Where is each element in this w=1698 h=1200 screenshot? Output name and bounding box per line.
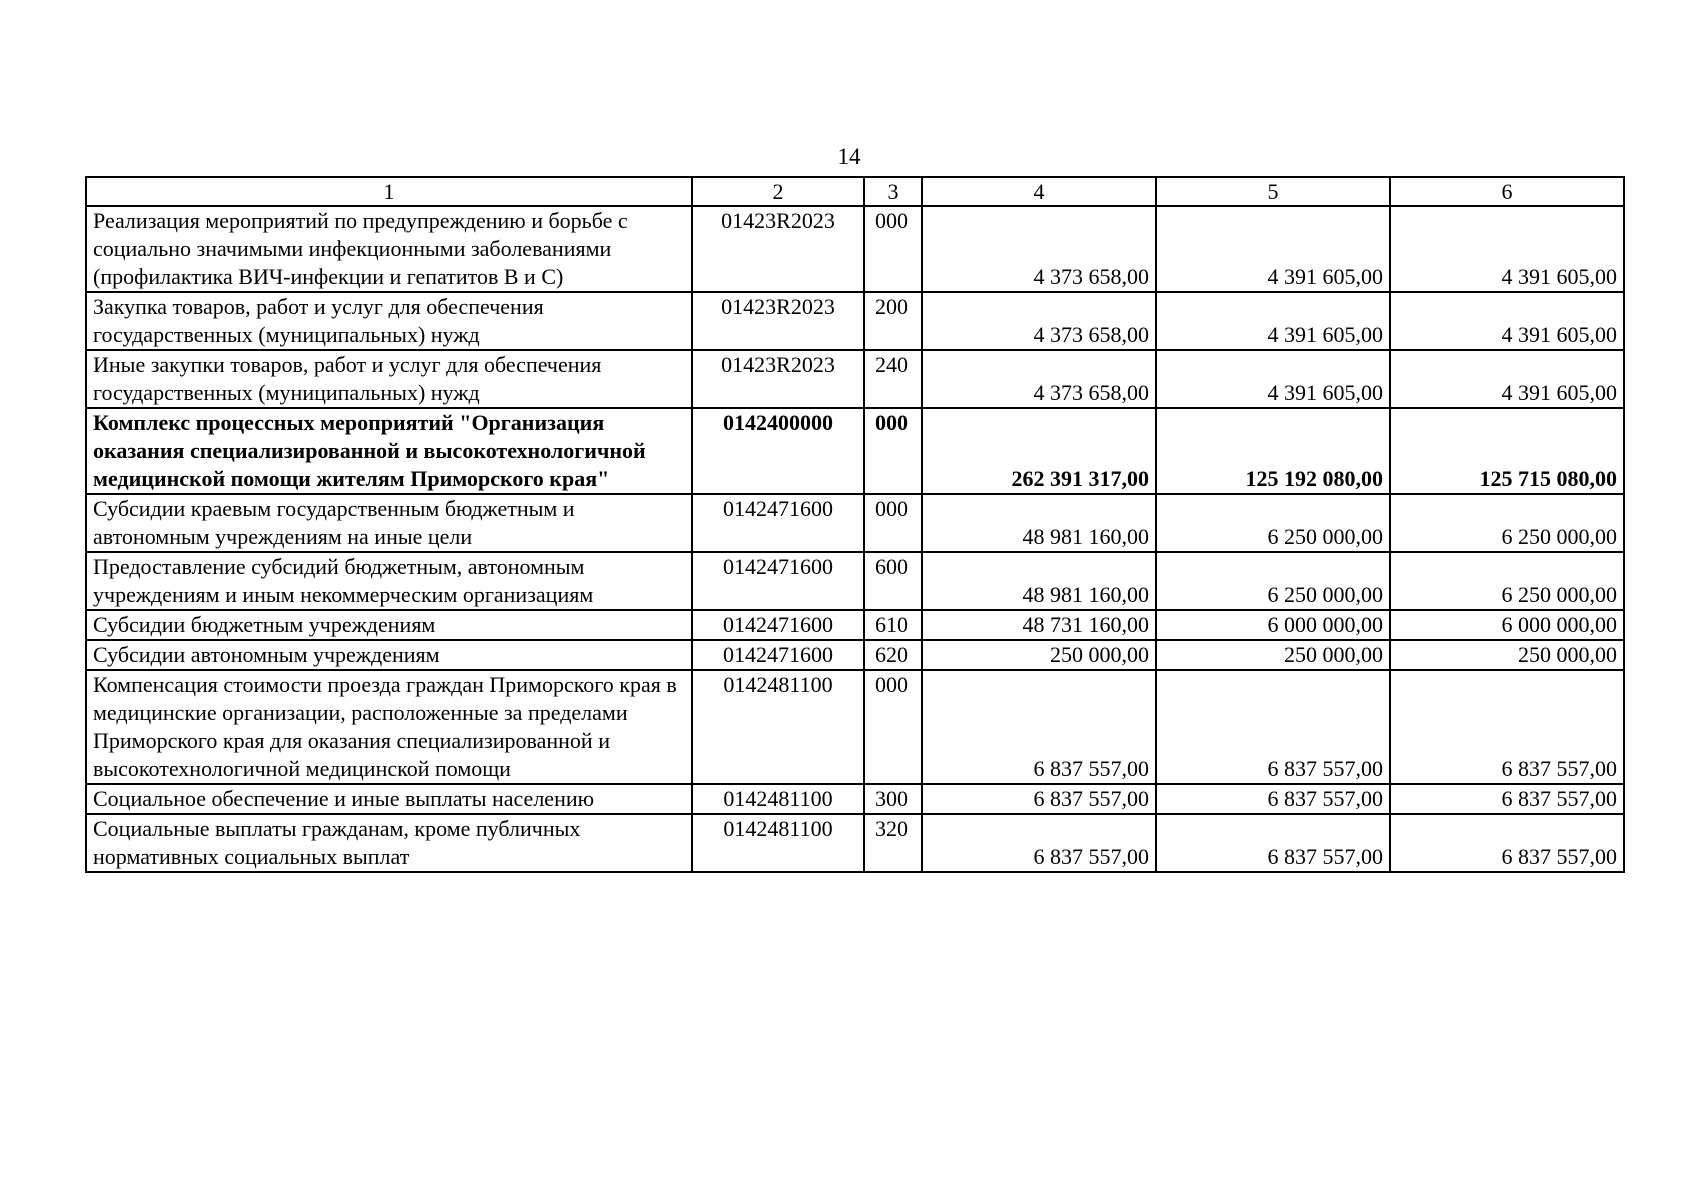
row-amount-col6-cell: 6 250 000,00 (1390, 494, 1624, 552)
row-kind-cell: 200 (864, 292, 922, 350)
row-code-cell: 0142481100 (692, 784, 864, 814)
row-amount-col4-cell: 48 981 160,00 (922, 494, 1156, 552)
table-row (86, 408, 1624, 494)
row-amount-col5-cell: 6 250 000,00 (1156, 494, 1390, 552)
row-name-cell: Иные закупки товаров, работ и услуг для обеспечения государственных (муниципальных) нужд (86, 350, 692, 408)
row-amount-col5-cell: 4 391 605,00 (1156, 350, 1390, 408)
row-amount-col4-cell: 6 837 557,00 (922, 670, 1156, 784)
row-amount-col6-cell: 6 837 557,00 (1390, 670, 1624, 784)
row-kind-cell: 320 (864, 814, 922, 872)
row-amount-col6-cell: 4 391 605,00 (1390, 350, 1624, 408)
budget-table (85, 176, 1625, 873)
row-code-cell: 0142481100 (692, 670, 864, 784)
row-name-cell: Социальное обеспечение и иные выплаты населению (86, 784, 692, 814)
row-amount-col6-cell: 6 000 000,00 (1390, 610, 1624, 640)
row-code-cell: 0142471600 (692, 552, 864, 610)
row-amount-col6-cell: 125 715 080,00 (1390, 408, 1624, 494)
page-number: 14 (837, 144, 861, 169)
table-row (86, 552, 1624, 610)
table-row (86, 494, 1624, 552)
row-code-cell: 01423R2023 (692, 206, 864, 292)
row-code-cell: 0142471600 (692, 610, 864, 640)
row-code-cell: 01423R2023 (692, 350, 864, 408)
table-row (86, 640, 1624, 670)
column-header-3: 3 (864, 177, 922, 206)
row-kind-cell: 620 (864, 640, 922, 670)
column-header-6: 6 (1390, 177, 1624, 206)
row-kind-cell: 610 (864, 610, 922, 640)
row-name-cell: Компенсация стоимости проезда граждан Приморского края в медицинские организации, расположенные за пределами Приморского края для оказания специализированной и высокотехнологичной медицинской помощи (86, 670, 692, 784)
row-name-cell: Предоставление субсидий бюджетным, автономным учреждениям и иным некоммерческим организациям (86, 552, 692, 610)
row-amount-col6-cell: 250 000,00 (1390, 640, 1624, 670)
row-name-cell: Социальные выплаты гражданам, кроме публичных нормативных социальных выплат (86, 814, 692, 872)
table-row (86, 670, 1624, 784)
row-amount-col4-cell: 6 837 557,00 (922, 784, 1156, 814)
row-amount-col5-cell: 6 837 557,00 (1156, 814, 1390, 872)
row-code-cell: 0142471600 (692, 494, 864, 552)
row-name-cell: Субсидии автономным учреждениям (86, 640, 692, 670)
row-amount-col6-cell: 6 837 557,00 (1390, 814, 1624, 872)
row-code-cell: 0142471600 (692, 640, 864, 670)
row-amount-col4-cell: 262 391 317,00 (922, 408, 1156, 494)
column-header-4: 4 (922, 177, 1156, 206)
row-kind-cell: 000 (864, 206, 922, 292)
row-amount-col4-cell: 4 373 658,00 (922, 350, 1156, 408)
row-code-cell: 0142400000 (692, 408, 864, 494)
row-name-cell: Субсидии краевым государственным бюджетным и автономным учреждениям на иные цели (86, 494, 692, 552)
row-amount-col6-cell: 6 250 000,00 (1390, 552, 1624, 610)
row-code-cell: 0142481100 (692, 814, 864, 872)
row-amount-col5-cell: 6 837 557,00 (1156, 784, 1390, 814)
row-amount-col5-cell: 6 000 000,00 (1156, 610, 1390, 640)
row-amount-col5-cell: 6 837 557,00 (1156, 670, 1390, 784)
row-kind-cell: 300 (864, 784, 922, 814)
column-header-1: 1 (86, 177, 692, 206)
row-kind-cell: 000 (864, 670, 922, 784)
table-row (86, 350, 1624, 408)
row-code-cell: 01423R2023 (692, 292, 864, 350)
row-amount-col5-cell: 125 192 080,00 (1156, 408, 1390, 494)
row-amount-col5-cell: 4 391 605,00 (1156, 292, 1390, 350)
table-row (86, 784, 1624, 814)
table-row (86, 292, 1624, 350)
row-amount-col4-cell: 250 000,00 (922, 640, 1156, 670)
row-amount-col5-cell: 250 000,00 (1156, 640, 1390, 670)
row-name-cell: Закупка товаров, работ и услуг для обеспечения государственных (муниципальных) нужд (86, 292, 692, 350)
table-row (86, 610, 1624, 640)
row-name-cell: Реализация мероприятий по предупреждению и борьбе с социально значимыми инфекционными заболеваниями (профилактика ВИЧ-инфекции и гепатитов В и С) (86, 206, 692, 292)
column-header-5: 5 (1156, 177, 1390, 206)
row-amount-col4-cell: 6 837 557,00 (922, 814, 1156, 872)
row-amount-col4-cell: 48 731 160,00 (922, 610, 1156, 640)
row-amount-col5-cell: 6 250 000,00 (1156, 552, 1390, 610)
row-kind-cell: 000 (864, 408, 922, 494)
row-amount-col4-cell: 48 981 160,00 (922, 552, 1156, 610)
row-amount-col6-cell: 4 391 605,00 (1390, 292, 1624, 350)
row-amount-col5-cell: 4 391 605,00 (1156, 206, 1390, 292)
row-kind-cell: 000 (864, 494, 922, 552)
row-name-cell: Комплекс процессных мероприятий "Организация оказания специализированной и высокотехнологичной медицинской помощи жителям Приморского края" (86, 408, 692, 494)
row-kind-cell: 240 (864, 350, 922, 408)
row-amount-col6-cell: 6 837 557,00 (1390, 784, 1624, 814)
table-header-row (86, 177, 1624, 206)
row-amount-col6-cell: 4 391 605,00 (1390, 206, 1624, 292)
row-kind-cell: 600 (864, 552, 922, 610)
row-amount-col4-cell: 4 373 658,00 (922, 292, 1156, 350)
table-row (86, 206, 1624, 292)
table-row (86, 814, 1624, 872)
row-amount-col4-cell: 4 373 658,00 (922, 206, 1156, 292)
column-header-2: 2 (692, 177, 864, 206)
row-name-cell: Субсидии бюджетным учреждениям (86, 610, 692, 640)
